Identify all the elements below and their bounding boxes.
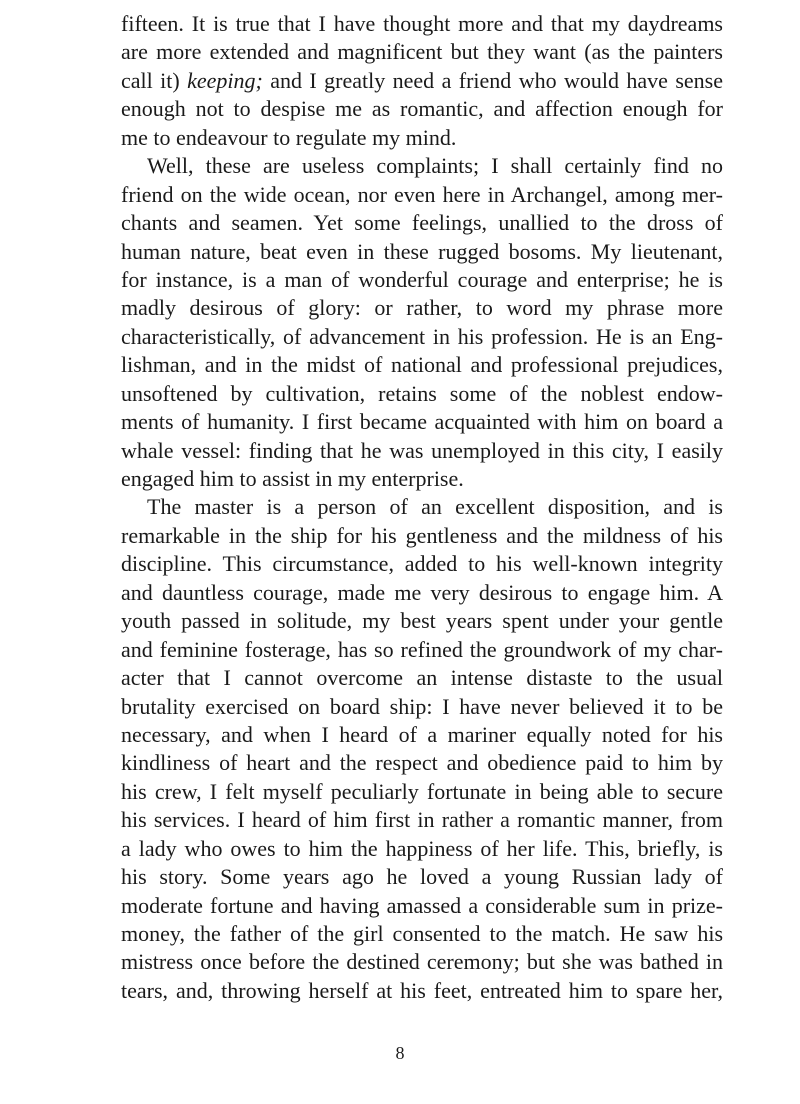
text-line <box>121 749 723 777</box>
text-line <box>121 408 723 436</box>
text-run: brutality exercised on board ship: I have never believed it to be <box>121 693 723 719</box>
text-run: tears, and, throwing herself at his feet, entreated him to spare her, <box>121 977 723 1003</box>
text-line <box>121 579 723 607</box>
text-line <box>121 380 723 408</box>
text-line <box>121 863 723 891</box>
text-line <box>121 124 723 152</box>
text-line <box>121 920 723 948</box>
text-run: for instance, is a man of wonderful courage and enterprise; he is <box>121 266 723 292</box>
text-run: engaged him to assist in my enterprise. <box>121 466 464 491</box>
text-run: youth passed in solitude, my best years spent under your gentle <box>121 608 723 634</box>
text-run: kindliness of heart and the respect and obedience paid to him by <box>121 750 723 776</box>
text-run: Well, these are useless complaints; I shall certainly find no <box>147 153 723 179</box>
text-line <box>121 550 723 578</box>
text-line <box>121 95 723 123</box>
text-run: human nature, beat even in these rugged bosoms. My lieutenant, <box>121 238 723 264</box>
text-run: me to endeavour to regulate my mind. <box>121 124 457 150</box>
text-run: and I greatly need a friend who would have sense <box>262 67 723 93</box>
page-body-text <box>121 10 723 1005</box>
paragraph <box>121 152 723 493</box>
text-line <box>121 323 723 351</box>
text-run: are more extended and magnificent but they want (as the painters <box>121 39 723 65</box>
text-run: mistress once before the destined ceremony; but she was bathed in <box>121 949 723 975</box>
text-run: madly desirous of glory: or rather, to word my phrase more <box>121 295 723 321</box>
text-run: call it) <box>121 67 188 93</box>
page-number: 8 <box>395 1043 405 1063</box>
text-line <box>121 948 723 976</box>
text-run: characteristically, of advancement in his profession. He is an Eng- <box>121 323 723 349</box>
text-line <box>121 835 723 863</box>
text-line <box>121 181 723 209</box>
text-run: enough not to despise me as romantic, and affection enough for <box>121 96 723 122</box>
text-run: remarkable in the ship for his gentleness and the mildness of his <box>121 522 723 548</box>
text-run: necessary, and when I heard of a mariner equally noted for his <box>121 721 723 747</box>
text-run: acter that I cannot overcome an intense distaste to the usual <box>121 665 723 691</box>
text-run: chants and seamen. Yet some feelings, unallied to the dross of <box>121 210 723 236</box>
text-line <box>121 67 723 95</box>
text-run: lishman, and in the midst of national and professional prejudices, <box>121 352 723 378</box>
text-run: ments of humanity. I first became acquainted with him on board a <box>121 409 723 435</box>
text-line <box>121 493 723 521</box>
text-line <box>121 607 723 635</box>
text-line <box>121 437 723 465</box>
text-run: his story. Some years ago he loved a young Russian lady of <box>121 864 723 890</box>
text-line <box>121 38 723 66</box>
text-line <box>121 294 723 322</box>
paragraph <box>121 10 723 152</box>
text-run: discipline. This circumstance, added to his well-known integrity <box>121 551 723 577</box>
text-line <box>121 152 723 180</box>
text-run: moderate fortune and having amassed a considerable sum in prize- <box>121 892 723 918</box>
text-line <box>121 266 723 294</box>
text-run: and dauntless courage, made me very desirous to engage him. A <box>121 579 723 605</box>
text-line <box>121 636 723 664</box>
italic-text-run: keeping; <box>187 67 263 93</box>
text-run: friend on the wide ocean, nor even here in Archangel, among mer- <box>121 181 723 207</box>
text-run: money, the father of the girl consented to the match. He saw his <box>121 921 723 946</box>
text-line <box>121 778 723 806</box>
text-line <box>121 209 723 237</box>
text-line <box>121 892 723 920</box>
text-run: his services. I heard of him first in rather a romantic manner, from <box>121 807 723 833</box>
text-run: a lady who owes to him the happiness of her life. This, briefly, is <box>121 835 723 861</box>
text-line <box>121 693 723 721</box>
text-run: whale vessel: finding that he was unemployed in this city, I easily <box>121 437 723 463</box>
text-line <box>121 522 723 550</box>
text-line <box>121 721 723 749</box>
text-line <box>121 977 723 1005</box>
text-line <box>121 465 723 493</box>
text-run: unsoftened by cultivation, retains some of the noblest endow- <box>121 380 723 406</box>
text-run: fifteen. It is true that I have thought more and that my daydreams <box>121 11 723 36</box>
text-run: and feminine fosterage, has so refined the groundwork of my char- <box>121 636 723 662</box>
text-run: The master is a person of an excellent disposition, and is <box>147 494 723 520</box>
paragraph <box>121 493 723 1005</box>
text-line <box>121 10 723 38</box>
text-line <box>121 351 723 379</box>
text-line <box>121 664 723 692</box>
text-run: his crew, I felt myself peculiarly fortunate in being able to secure <box>121 778 723 804</box>
text-line <box>121 238 723 266</box>
text-line <box>121 806 723 834</box>
